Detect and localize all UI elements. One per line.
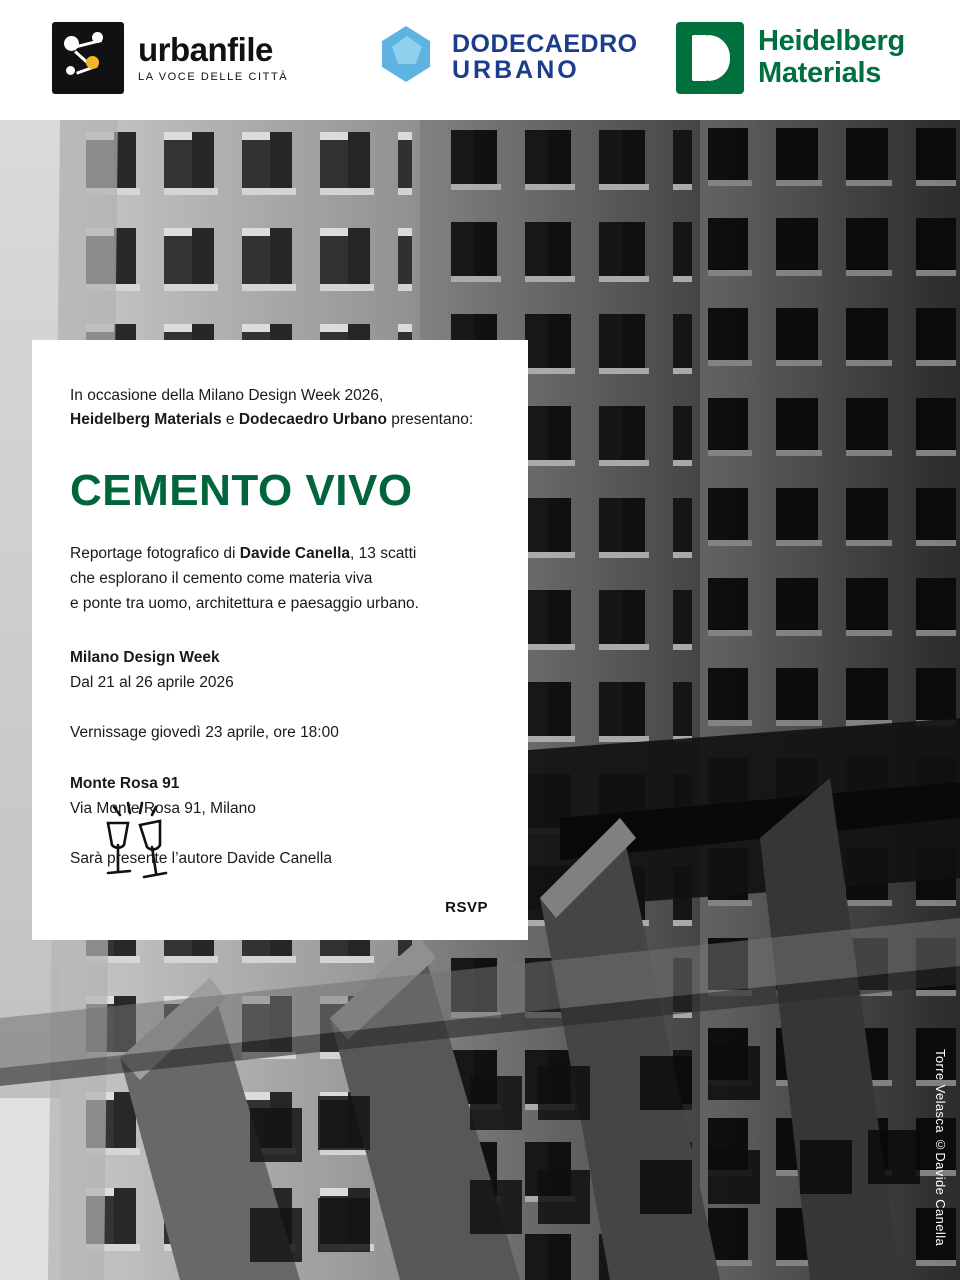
intro-brand-heidelberg: Heidelberg Materials: [70, 411, 222, 429]
photo-credit: Torre Velasca ©Davide Canella: [933, 1048, 948, 1246]
intro-paragraph: [70, 384, 488, 432]
logo-bar: [0, 0, 960, 120]
description: [70, 542, 488, 616]
venue-address: Via Monte Rosa 91, Milano: [70, 799, 256, 817]
heidelberg-line1: Heidelberg: [758, 25, 905, 58]
description-line-3: e ponte tra uomo, architettura e paesaggio urbano.: [70, 594, 419, 612]
author-note: Sarà presente l’autore Davide Canella: [70, 849, 332, 867]
dodecahedron-icon: [378, 26, 440, 88]
description-author: Davide Canella: [239, 545, 351, 563]
intro-verb: presentano:: [386, 411, 474, 429]
description-prefix: Reportage fotografico di: [70, 545, 240, 563]
urbanfile-name: urbanfile: [138, 31, 273, 68]
rsvp-label[interactable]: RSVP: [445, 899, 488, 916]
venue-name: Monte Rosa 91: [70, 775, 180, 793]
dodecaedro-line2: URBANO: [452, 56, 580, 84]
urbanfile-tagline: LA VOCE DELLE CITTÀ: [138, 71, 289, 83]
event-dates: Dal 21 al 26 aprile 2026: [70, 674, 234, 692]
heidelberg-leaf-icon: [676, 22, 744, 94]
event-name: Milano Design Week: [70, 649, 220, 667]
cheers-glasses-icon: [98, 797, 194, 894]
intro-conjunction: e: [221, 411, 239, 429]
description-line-2: che esplorano il cemento come materia viva: [70, 569, 373, 587]
intro-brand-dodecaedro: Dodecaedro Urbano: [238, 411, 387, 429]
logo-dodecaedro-urbano: [378, 26, 638, 88]
description-line-1: [70, 542, 488, 567]
page-title: CEMENTO VIVO: [70, 466, 413, 516]
intro-line-2: [70, 408, 488, 432]
heidelberg-line2: Materials: [758, 57, 882, 89]
event-block: [70, 646, 488, 696]
intro-line-1: In occasione della Milano Design Week 2026,: [70, 387, 384, 404]
urbanfile-network-icon: [52, 22, 124, 94]
logo-heidelberg-materials: [676, 22, 905, 94]
description-suffix: , 13 scatti: [350, 545, 417, 563]
vernissage-info: Vernissage giovedì 23 aprile, ore 18:00: [70, 724, 339, 742]
logo-urbanfile: [52, 22, 288, 94]
dodecaedro-line1: DODECAEDRO: [452, 29, 638, 58]
invitation-card: [32, 340, 528, 940]
